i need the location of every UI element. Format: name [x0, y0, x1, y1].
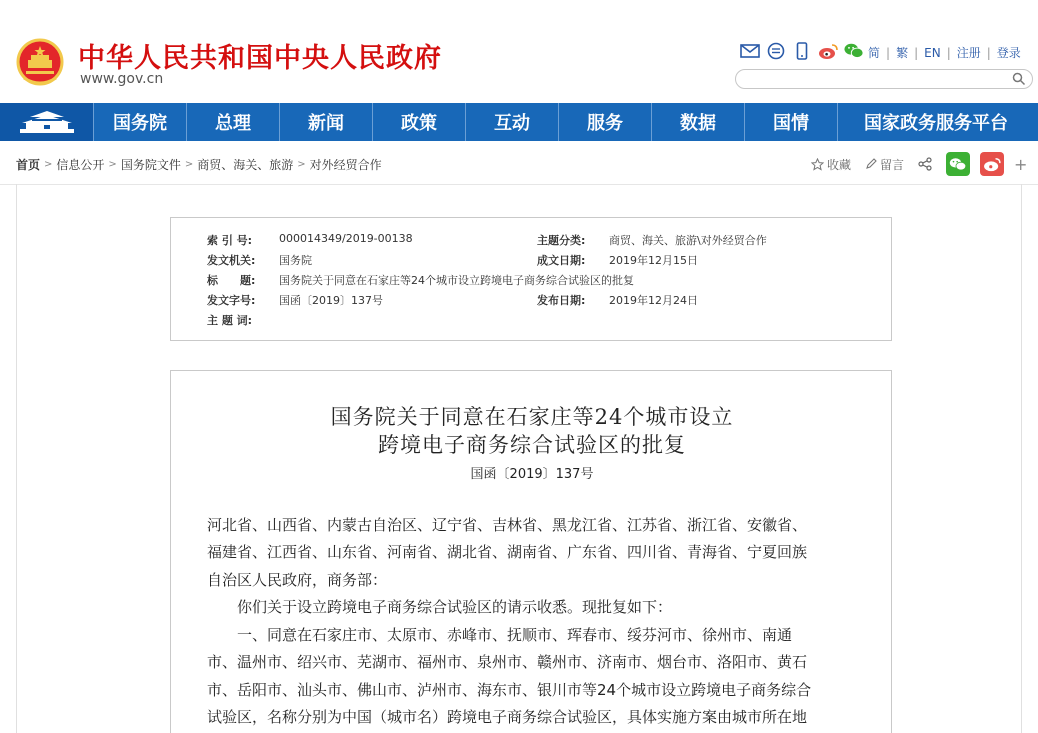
document-text-line: 一、同意在石家庄市、太原市、赤峰市、抚顺市、珲春市、绥芬河市、徐州市、南通 — [207, 626, 793, 644]
nav-item-data[interactable]: 数据 — [652, 103, 745, 141]
tiananmen-logo-icon[interactable] — [0, 103, 94, 141]
title-label: 标 题: — [207, 274, 256, 287]
share-icon — [918, 157, 932, 171]
wechat-icon — [949, 157, 967, 172]
chevron-right-icon: > — [108, 159, 117, 170]
document-text-line: 福建省、江西省、山东省、河南省、湖北省、湖南省、广东省、四川省、青海省、宁夏回族 — [207, 543, 808, 561]
national-emblem-icon[interactable] — [16, 38, 64, 88]
nav-item-interaction[interactable]: 互动 — [466, 103, 559, 141]
index-label: 索 引 号: — [207, 234, 253, 247]
header-icon-group — [740, 42, 864, 60]
chevron-right-icon: > — [297, 159, 306, 170]
issuer-value: 国务院 — [279, 254, 312, 267]
breadcrumb — [16, 156, 382, 173]
divider: | — [986, 45, 991, 60]
breadcrumb-info-disclosure[interactable]: 信息公开 — [56, 158, 105, 172]
breadcrumb-bar — [0, 141, 1038, 185]
divider: | — [886, 45, 891, 60]
comment-button[interactable] — [865, 156, 904, 173]
search-icon[interactable] — [1012, 72, 1026, 86]
created-date-label: 成文日期: — [537, 254, 586, 267]
document-title-line: 国务院关于同意在石家庄等24个城市设立 — [330, 405, 734, 429]
site-title[interactable]: 中华人民共和国中央人民政府 — [78, 43, 442, 74]
favorite-label: 收藏 — [827, 157, 852, 172]
nav-item-premier[interactable]: 总理 — [187, 103, 280, 141]
share-button[interactable] — [918, 157, 932, 171]
divider: | — [946, 45, 951, 60]
mail-icon[interactable] — [740, 42, 760, 60]
divider: | — [914, 45, 919, 60]
site-domain: www.gov.cn — [80, 71, 164, 87]
wechat-icon[interactable] — [844, 42, 864, 60]
issuer-label: 发文机关: — [207, 254, 256, 267]
published-date-label: 发布日期: — [537, 294, 586, 307]
keywords-label: 主 题 词: — [207, 314, 253, 327]
comment-label: 留言 — [880, 157, 905, 172]
page-tools — [811, 152, 1027, 176]
top-link-group — [868, 44, 1021, 61]
breadcrumb-home[interactable]: 首页 — [16, 158, 41, 172]
breadcrumb-foreign-trade[interactable]: 对外经贸合作 — [309, 158, 382, 172]
star-icon — [811, 158, 824, 171]
document-number: 国函〔2019〕137号 — [470, 467, 594, 482]
document-title-line: 跨境电子商务综合试验区的批复 — [378, 433, 686, 457]
document-body — [170, 370, 892, 733]
nav-item-service[interactable]: 服务 — [559, 103, 652, 141]
document-text-line: 试验区，名称分别为中国（城市名）跨境电子商务综合试验区，具体实施方案由城市所在地 — [207, 708, 808, 726]
login-link[interactable]: 登录 — [996, 46, 1021, 60]
document-text-line: 你们关于设立跨境电子商务综合试验区的请示收悉。现批复如下： — [207, 598, 673, 616]
main-nav — [0, 103, 1038, 141]
share-weibo-button[interactable] — [980, 152, 1004, 176]
breadcrumb-state-council-docs[interactable]: 国务院文件 — [120, 158, 181, 172]
title-value: 国务院关于同意在石家庄等24个城市设立跨境电子商务综合试验区的批复 — [279, 274, 634, 287]
document-info-table — [170, 217, 892, 341]
created-date-value: 2019年12月15日 — [609, 254, 698, 267]
more-share-icon[interactable]: + — [1014, 154, 1028, 174]
index-value: 000014349/2019-00138 — [279, 232, 413, 245]
search-input[interactable] — [735, 69, 1033, 89]
nav-item-policy[interactable]: 政策 — [373, 103, 466, 141]
document-text-line: 河北省、山西省、内蒙古自治区、辽宁省、吉林省、黑龙江省、江苏省、浙江省、安徽省、 — [207, 516, 808, 534]
weibo-icon[interactable] — [818, 42, 838, 60]
chevron-right-icon: > — [184, 159, 194, 170]
nav-item-news[interactable]: 新闻 — [280, 103, 373, 141]
mobile-icon[interactable] — [792, 42, 812, 60]
nav-item-gov-service-platform[interactable]: 国家政务服务平台 — [864, 113, 1008, 134]
message-icon[interactable] — [766, 42, 786, 60]
pencil-icon — [865, 158, 877, 170]
doc-number-value: 国函〔2019〕137号 — [279, 294, 383, 307]
chevron-right-icon: > — [44, 159, 53, 170]
register-link[interactable]: 注册 — [956, 46, 981, 60]
favorite-button[interactable] — [811, 156, 851, 173]
document-text-line: 自治区人民政府，商务部： — [207, 571, 388, 589]
document-text-line: 市、温州市、绍兴市、芜湖市、福州市、泉州市、赣州市、济南市、烟台市、洛阳市、黄石 — [207, 653, 808, 671]
share-wechat-button[interactable] — [946, 152, 970, 176]
doc-number-label: 发文字号: — [207, 294, 256, 307]
nav-item-national-info[interactable]: 国情 — [745, 103, 838, 141]
topic-label: 主题分类: — [537, 234, 586, 247]
lang-simplified-link[interactable]: 简 — [868, 46, 881, 60]
document-text-line: 市、岳阳市、汕头市、佛山市、泸州市、海东市、银川市等24个城市设立跨境电子商务综合 — [207, 681, 812, 699]
lang-english-link[interactable]: EN — [924, 45, 941, 60]
breadcrumb-commerce-customs-tourism[interactable]: 商贸、海关、旅游 — [197, 158, 294, 172]
lang-traditional-link[interactable]: 繁 — [896, 46, 909, 60]
topic-value: 商贸、海关、旅游\对外经贸合作 — [609, 234, 767, 247]
published-date-value: 2019年12月24日 — [609, 294, 698, 307]
site-header — [0, 0, 1038, 103]
nav-item-state-council[interactable]: 国务院 — [94, 103, 187, 141]
weibo-icon — [983, 157, 1001, 172]
